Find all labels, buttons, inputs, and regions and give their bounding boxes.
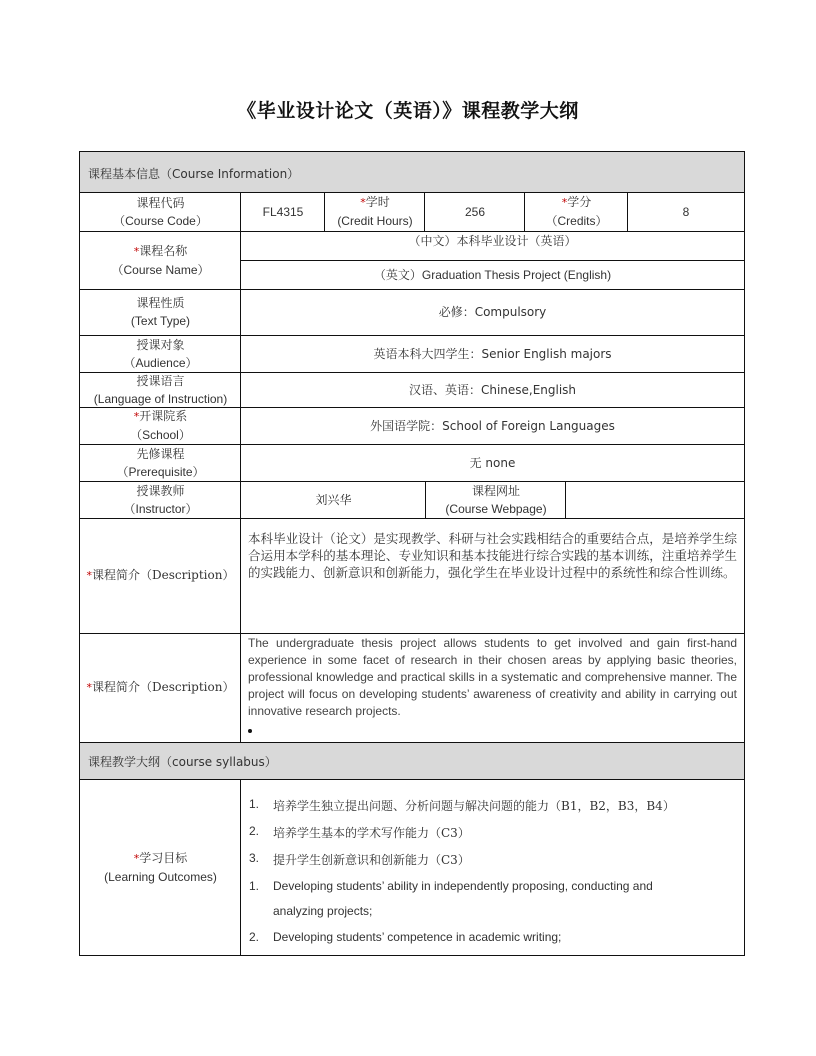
document-title: 《毕业设计论文（英语）》课程教学大纲 <box>237 100 579 122</box>
learning-outcome-cn-1: 1. 培养学生独立提出问题、分析问题与解决问题的能力（B1，B2，B3，B4） <box>249 797 675 813</box>
course-name-en-value: （英文）Graduation Thesis Project (English) <box>373 268 612 282</box>
column-divider <box>524 192 525 231</box>
row-divider <box>79 407 745 408</box>
required-marker: * <box>133 851 140 865</box>
row-divider <box>79 518 745 519</box>
table-border <box>79 955 745 956</box>
row-divider <box>79 742 745 743</box>
text-type-value: 必修：Compulsory <box>438 305 547 319</box>
learning-outcome-en-2: 2. Developing students’ competence in academic writing; <box>249 930 562 944</box>
table-border <box>744 151 745 956</box>
learning-outcome-en-1: 1. Developing students’ ability in independently proposing, conducting and analyzing projects; <box>249 879 653 918</box>
row-divider <box>241 260 745 261</box>
credits-label: *学分 （Credits） <box>545 195 608 228</box>
row-divider <box>79 779 745 780</box>
webpage-value <box>566 481 744 518</box>
credit-hours-value: 256 <box>464 204 486 219</box>
row-divider <box>79 633 745 634</box>
text-type-label: 课程性质 (Text Type) <box>130 296 191 328</box>
row-divider <box>79 289 745 290</box>
prerequisite-label: 先修课程 （Prerequisite） <box>116 446 205 479</box>
learning-outcomes-label: *学习目标 (Learning Outcomes) <box>104 850 217 884</box>
syllabus-section-label: 课程教学大纲（course syllabus） <box>88 755 277 769</box>
description-cn-text: 本科毕业设计（论文）是实现教学、科研与社会实践相结合的重要结合点，是培养学生综合运用本学科的基本理论、专业知识和基本技能进行综合实践的基本训练，注重培养学生的实践能力、创新意识和创新能力，强化学生在毕业设计过程中的系统性和综合性训练。 <box>248 531 737 580</box>
learning-outcome-cn-3: 3. 提升学生创新意识和创新能力（C3） <box>249 851 470 867</box>
row-divider <box>79 192 745 193</box>
description-en-label: *课程简介（Description） <box>86 680 235 694</box>
row-divider <box>79 481 745 482</box>
credit-hours-label: *学时 (Credit Hours) <box>337 195 413 228</box>
row-divider <box>79 444 745 445</box>
course-code-value: FL4315 <box>262 204 304 219</box>
instructor-value: 刘兴华 <box>315 492 352 507</box>
prerequisite-value: 无 none <box>469 455 516 470</box>
row-divider <box>79 372 745 373</box>
column-divider <box>627 192 628 231</box>
row-divider <box>79 335 745 336</box>
required-marker: * <box>561 196 568 209</box>
language-value: 汉语、英语：Chinese,English <box>408 382 577 397</box>
language-label: 授课语言 (Language of Instruction) <box>93 373 228 406</box>
required-marker: * <box>86 681 92 694</box>
course-name-cn-value: （中文）本科毕业设计（英语） <box>408 234 577 248</box>
table-border <box>79 151 745 152</box>
column-divider <box>240 192 241 742</box>
table-border <box>79 151 80 956</box>
course-name-label: *课程名称 （Course Name） <box>111 243 210 277</box>
row-divider <box>79 231 745 232</box>
column-divider <box>425 481 426 518</box>
audience-label: 授课对象 （Audience） <box>123 337 198 370</box>
required-marker: * <box>133 244 140 258</box>
credits-value: 8 <box>682 204 690 219</box>
webpage-label: 课程网址 (Course Webpage) <box>445 483 547 516</box>
required-marker: * <box>360 196 366 209</box>
audience-value: 英语本科大四学生：Senior English majors <box>373 346 612 361</box>
column-divider <box>424 192 425 231</box>
school-label: *开课院系 （School） <box>130 409 191 442</box>
required-marker: * <box>133 410 140 423</box>
column-divider <box>324 192 325 231</box>
required-marker: * <box>86 569 92 582</box>
column-divider <box>565 481 566 518</box>
learning-outcome-cn-2: 2. 培养学生基本的学术写作能力（C3） <box>249 824 470 840</box>
empty-bullet-point <box>248 729 252 733</box>
description-cn-label: *课程简介（Description） <box>86 568 235 582</box>
school-value: 外国语学院：School of Foreign Languages <box>370 418 615 433</box>
description-en-text: The undergraduate thesis project allows students to get involved and gain first-hand experience in some facet of research in their chosen areas by applying basic theories, professional knowledge and practical skills in a systematic and comprehensive manner. The project will focus on developing students’ awareness of creativity and ability in carrying out innovative research projects. <box>248 636 737 718</box>
course-code-label: 课程代码 （Course Code） <box>113 195 208 228</box>
course-info-section-label: 课程基本信息（Course Information） <box>88 167 300 181</box>
instructor-label: 授课教师 （Instructor） <box>123 483 198 516</box>
column-divider <box>240 779 241 956</box>
